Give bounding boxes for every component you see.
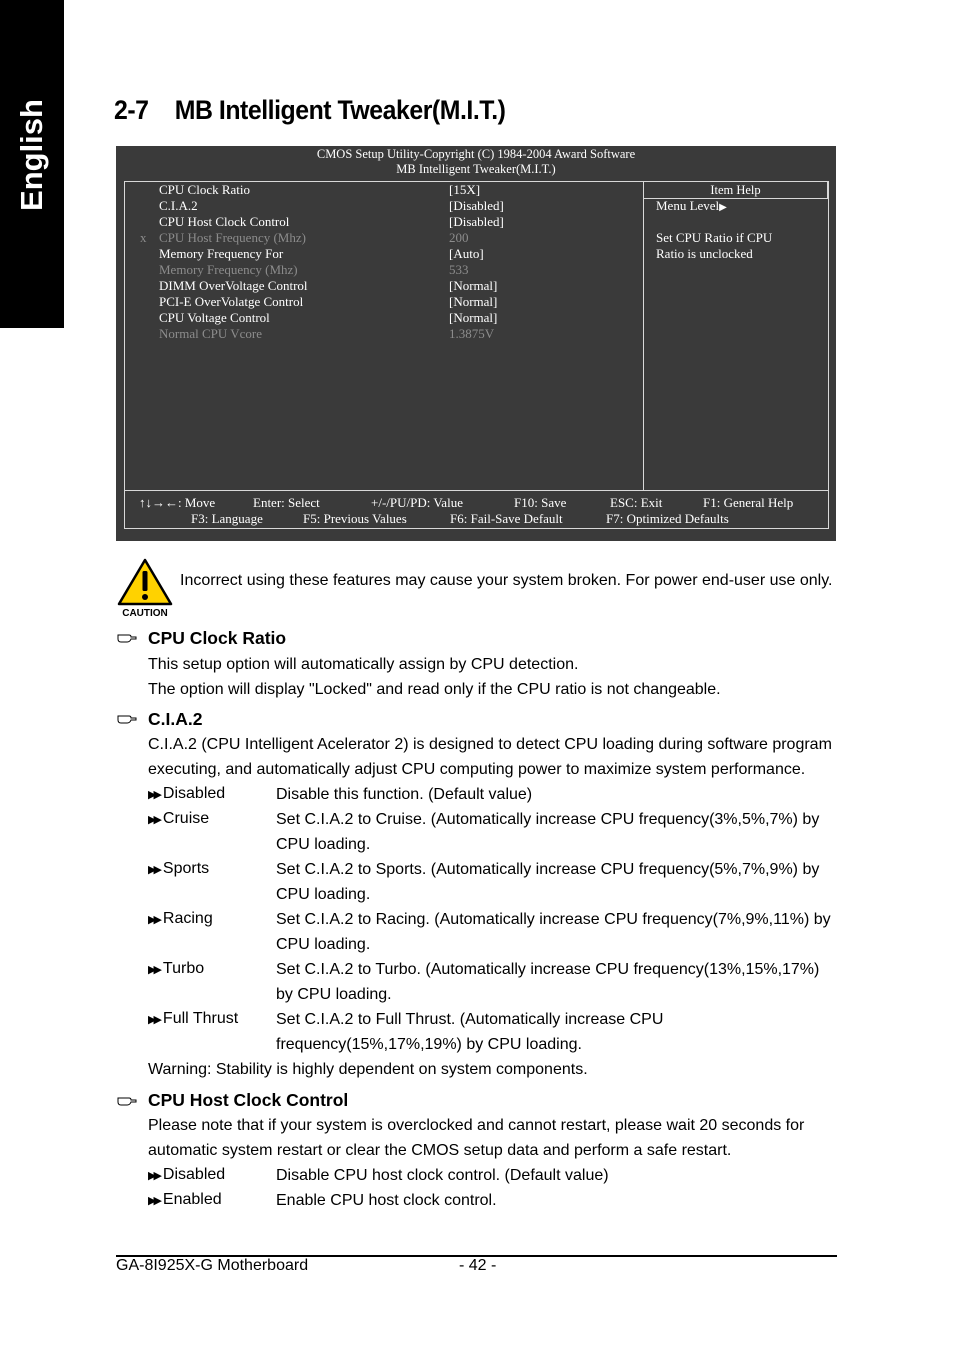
cpu-clock-ratio-line1: This setup option will automatically assign by CPU detection. — [148, 656, 579, 673]
cpu-clock-ratio-line2: The option will display "Locked" and read only if the CPU ratio is not changeable. — [148, 681, 721, 698]
key-value: +/-/PU/PD: Value — [371, 495, 463, 510]
double-arrow-icon: ▶▶ — [148, 1195, 159, 1207]
bios-item-value[interactable]: 533 — [449, 262, 469, 277]
cpu-host-clock-title: CPU Host Clock Control — [148, 1090, 349, 1110]
option-name: ▶▶ Sports — [148, 860, 210, 877]
footer-model: GA-8I925X-G Motherboard — [116, 1257, 309, 1274]
bios-item-label: CPU Clock Ratio — [159, 182, 251, 197]
cia2-warning: Warning: Stability is highly dependent on system components. — [148, 1061, 588, 1078]
key-fail-safe: F6: Fail-Save Default — [450, 511, 563, 526]
bios-header-line2: MB Intelligent Tweaker(M.I.T.) — [396, 162, 556, 176]
bios-item-label: CPU Host Clock Control — [159, 214, 290, 229]
bios-menu-item[interactable] — [125, 326, 643, 342]
bios-item-value[interactable]: [Disabled] — [449, 198, 504, 213]
option-description: Set C.I.A.2 to Turbo. (Automatically increase CPU frequency(13%,15%,17%) by CPU loading. — [276, 961, 820, 1003]
key-help: F1: General Help — [703, 495, 794, 510]
double-arrow-icon: ▶▶ — [148, 1170, 159, 1182]
bios-item-label: CPU Host Frequency (Mhz) — [159, 230, 306, 245]
option-name: ▶▶ Cruise — [148, 810, 210, 827]
key-language: F3: Language — [191, 511, 263, 526]
bios-item-label: Memory Frequency (Mhz) — [159, 262, 298, 277]
option-description: Set C.I.A.2 to Sports. (Automatically increase CPU frequency(5%,7%,9%) by CPU loading. — [276, 861, 820, 903]
bios-item-label: Normal CPU Vcore — [159, 326, 263, 341]
option-description: Set C.I.A.2 to Full Thrust. (Automatically increase CPU frequency(15%,17%,19%) by CPU loading. — [276, 1011, 664, 1053]
double-arrow-icon: ▶▶ — [148, 864, 159, 876]
bios-item-value[interactable]: 200 — [449, 230, 469, 245]
bios-item-value[interactable]: [Auto] — [449, 246, 484, 261]
bios-menu-item[interactable] — [125, 182, 643, 198]
cpu-host-clock-description: Please note that if your system is overclocked and cannot restart, please wait 20 seconds for automatic system restart or clear the CMOS setup data and perform a safe restart. — [148, 1117, 805, 1159]
bios-item-value[interactable]: [15X] — [449, 182, 481, 197]
option-name: ▶▶ Racing — [148, 910, 213, 927]
double-arrow-icon: ▶▶ — [148, 914, 159, 926]
item-help-title: Item Help — [644, 182, 828, 199]
bios-item-value[interactable]: [Normal] — [449, 310, 498, 325]
option-description: Disable this function. (Default value) — [276, 786, 533, 803]
bios-menu-item[interactable] — [125, 246, 643, 262]
key-select: Enter: Select — [253, 495, 320, 510]
key-optimized: F7: Optimized Defaults — [606, 511, 729, 526]
double-arrow-icon: ▶▶ — [148, 814, 159, 826]
key-move: ↑↓→←: Move — [139, 495, 216, 510]
side-tab-label: English — [14, 99, 49, 211]
option-name: ▶▶ Enabled — [148, 1191, 222, 1208]
bios-divider-vertical — [643, 182, 644, 490]
caution-icon-label: CAUTION — [122, 608, 168, 618]
section-number: 2-7 — [114, 95, 149, 125]
cpu-clock-ratio-title: CPU Clock Ratio — [148, 628, 287, 648]
bios-frame — [124, 181, 829, 529]
menu-level-text: Menu Level▶ — [656, 198, 727, 213]
bios-item-value[interactable]: [Disabled] — [449, 214, 504, 229]
footer-page-number: - 42 - — [459, 1257, 497, 1274]
bios-item-label: C.I.A.2 — [159, 198, 198, 213]
disabled-marker: x — [140, 230, 147, 245]
bios-item-label: CPU Voltage Control — [159, 310, 270, 325]
key-previous-values: F5: Previous Values — [303, 511, 407, 526]
bios-screen — [116, 146, 836, 541]
bios-menu-item[interactable] — [125, 278, 643, 294]
bios-menu-item[interactable] — [125, 198, 643, 214]
bios-header-line1: CMOS Setup Utility-Copyright (C) 1984-2004 Award Software — [316, 147, 636, 161]
bios-item-label: PCI-E OverVolatge Control — [159, 294, 304, 309]
bios-item-value[interactable]: 1.3875V — [449, 326, 495, 341]
option-description: Disable CPU host clock control. (Default value) — [276, 1167, 609, 1184]
option-name: ▶▶ Disabled — [148, 1166, 226, 1183]
option-description: Set C.I.A.2 to Cruise. (Automatically increase CPU frequency(3%,5%,7%) by CPU loading. — [276, 811, 820, 853]
option-name: ▶▶ Full Thrust — [148, 1010, 239, 1027]
bios-menu-item[interactable] — [125, 294, 643, 310]
pointing-hand-icon — [117, 712, 137, 724]
bios-item-label: Memory Frequency For — [159, 246, 284, 261]
option-name: ▶▶ Turbo — [148, 960, 205, 977]
bios-menu-item[interactable] — [125, 214, 643, 230]
double-arrow-icon: ▶▶ — [148, 1014, 159, 1026]
help-line-2: Ratio is unclocked — [656, 246, 753, 261]
double-arrow-icon: ▶▶ — [148, 964, 159, 976]
option-name: ▶▶ Disabled — [148, 785, 226, 802]
language-side-tab — [0, 0, 64, 328]
bios-menu-item[interactable] — [125, 230, 643, 246]
caution-icon — [116, 558, 174, 618]
pointing-hand-icon — [117, 631, 137, 643]
section-title — [114, 95, 506, 126]
bios-divider-horizontal — [125, 490, 828, 491]
triangle-right-icon: ▶ — [719, 202, 727, 213]
pointing-hand-icon — [117, 1094, 137, 1106]
bios-menu-item[interactable] — [125, 310, 643, 326]
option-description: Enable CPU host clock control. — [276, 1192, 497, 1209]
cia2-title: C.I.A.2 — [148, 709, 203, 729]
bios-item-value[interactable]: [Normal] — [449, 294, 498, 309]
bios-item-label: DIMM OverVoltage Control — [159, 278, 308, 293]
key-save: F10: Save — [514, 495, 567, 510]
section-title-text: MB Intelligent Tweaker(M.I.T.) — [174, 95, 506, 125]
cia2-description: C.I.A.2 (CPU Intelligent Acelerator 2) is designed to detect CPU loading during software program executing, and automatically adjust CPU computing power to maximize system performance. — [148, 736, 832, 778]
key-exit: ESC: Exit — [610, 495, 663, 510]
bios-item-value[interactable]: [Normal] — [449, 278, 498, 293]
help-line-1: Set CPU Ratio if CPU — [656, 230, 773, 245]
caution-text: Incorrect using these features may cause your system broken. For power end-user use only. — [180, 572, 833, 589]
bios-header — [116, 147, 836, 177]
double-arrow-icon: ▶▶ — [148, 789, 159, 801]
option-description: Set C.I.A.2 to Racing. (Automatically increase CPU frequency(7%,9%,11%) by CPU loading. — [276, 911, 831, 953]
bios-menu-item[interactable] — [125, 262, 643, 278]
